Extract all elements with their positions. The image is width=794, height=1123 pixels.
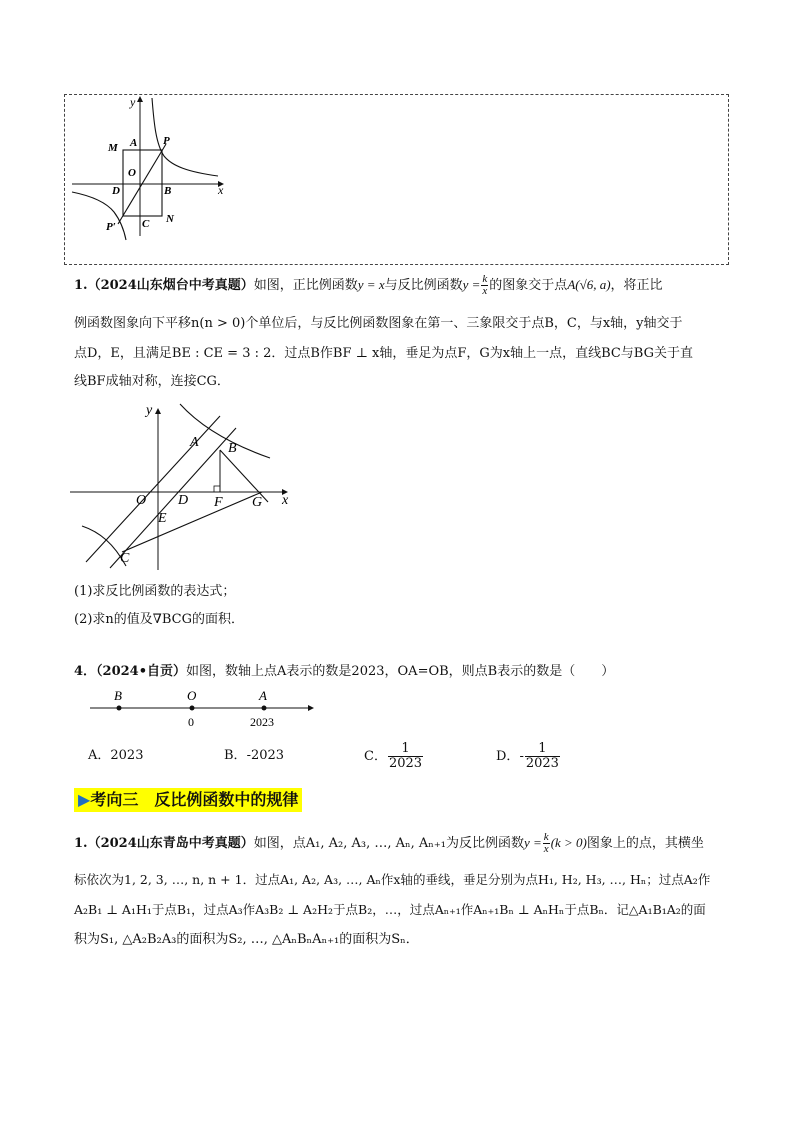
choice-c-label: C． bbox=[364, 749, 387, 764]
label-y: y bbox=[130, 95, 136, 109]
q-last-eq-lhs: y = bbox=[524, 835, 542, 850]
figure-hyperbola-rectangle bbox=[68, 94, 238, 244]
figure-translated-line bbox=[70, 398, 296, 570]
point-O bbox=[190, 706, 195, 711]
q1-eq2-fraction bbox=[481, 274, 488, 297]
q4-stem bbox=[74, 662, 724, 682]
q4-text: 如图，数轴上点A表示的数是2023，OA=OB，则点B表示的数是（ ） bbox=[186, 664, 615, 679]
number-line-arrow bbox=[308, 705, 314, 711]
label-G: G bbox=[252, 495, 263, 510]
q1-line-2: 例函数图象向下平移n(n > 0)个单位后，与反比例函数图象在第一、三象限交于点B，C，与x轴，y轴交于 bbox=[74, 316, 683, 331]
label-M: M bbox=[108, 142, 118, 154]
point-B bbox=[117, 706, 122, 711]
line-y-equals-x bbox=[86, 416, 220, 562]
label-O: O bbox=[136, 493, 147, 508]
q4-source: （2024•自贡） bbox=[96, 664, 187, 679]
q1-text-c: 的图象交于点 bbox=[489, 278, 568, 293]
q-last-eq-fraction bbox=[543, 832, 550, 855]
section-title: 考向三 反比例函数中的规律 bbox=[90, 790, 299, 809]
choice-a-value: 2023 bbox=[110, 748, 144, 763]
y-axis-arrow bbox=[155, 408, 161, 414]
q-last-line-4: 积为S₁, △A₂B₂A₃的面积为S₂, …, △AₙBₙAₙ₊₁的面积为Sₙ． bbox=[74, 932, 419, 947]
choice-b-label: B． bbox=[224, 748, 247, 763]
label-C: C bbox=[142, 218, 150, 230]
choice-a[interactable] bbox=[88, 746, 143, 766]
q1-number: 1. bbox=[74, 278, 88, 293]
q1-text-d: ，将正比 bbox=[610, 278, 663, 293]
q1-text-b: 与反比例函数 bbox=[384, 278, 463, 293]
number-line bbox=[86, 684, 322, 732]
choice-b-value: -2023 bbox=[246, 748, 285, 763]
hyperbola-branch-q3 bbox=[72, 192, 126, 240]
choice-d[interactable] bbox=[496, 742, 561, 771]
section-banner bbox=[74, 788, 302, 812]
q-last-line-1 bbox=[74, 832, 724, 855]
q-last-number: 1. bbox=[74, 836, 88, 851]
choice-a-label: A． bbox=[88, 748, 111, 763]
label-N: N bbox=[166, 213, 174, 225]
q1-eq2-num: k bbox=[482, 273, 488, 285]
right-angle-mark bbox=[214, 486, 220, 492]
label-A: A bbox=[190, 435, 199, 450]
choice-d-sign: - bbox=[519, 749, 524, 764]
q-last-text-b: 图象上的点，其横坐 bbox=[586, 836, 704, 851]
q-last-eq-num: k bbox=[543, 831, 549, 843]
q1-sub-1: (1)求反比例函数的表达式； bbox=[74, 584, 236, 599]
triangle-marker-icon: ▶ bbox=[78, 790, 91, 809]
q1-eq2-den: x bbox=[482, 285, 488, 297]
label-x: x bbox=[282, 493, 289, 508]
label-P-prime: P′ bbox=[106, 221, 116, 233]
label-zero: 0 bbox=[188, 715, 194, 729]
label-A: A bbox=[130, 137, 138, 149]
q1-line-1 bbox=[74, 274, 724, 297]
q1-text-a: 如图，正比例函数 bbox=[253, 278, 358, 293]
label-C: C bbox=[120, 551, 130, 566]
q1-source: （2024山东烟台中考真题） bbox=[87, 278, 254, 293]
label-A: A bbox=[259, 688, 267, 703]
choice-c-den: 2023 bbox=[388, 756, 423, 771]
q-last-eq-den: x bbox=[543, 843, 549, 855]
label-y: y bbox=[146, 403, 153, 418]
label-B: B bbox=[114, 688, 122, 703]
label-x: x bbox=[218, 183, 224, 197]
q1-line-4: 线BF成轴对称，连接CG． bbox=[74, 374, 230, 389]
q1-eq2-lhs: y = bbox=[462, 277, 481, 292]
q1-point-a: A(√6, a) bbox=[567, 277, 611, 292]
y-axis-arrow bbox=[137, 96, 143, 102]
label-F: F bbox=[214, 495, 223, 510]
label-D: D bbox=[112, 185, 120, 197]
q-last-line-3: A₂B₁ ⊥ A₁H₁于点B₁，过点A₃作A₃B₂ ⊥ A₂H₂于点B₂，…，过点Aₙ₊₁作Aₙ₊₁Bₙ ⊥ AₙHₙ于点Bₙ．记△A₁B₁A₂的面 bbox=[74, 902, 706, 917]
q-last-source: （2024山东青岛中考真题） bbox=[87, 836, 254, 851]
choice-d-fraction bbox=[525, 742, 560, 771]
choice-b[interactable] bbox=[224, 746, 284, 766]
q-last-line-2: 标依次为1, 2, 3, …, n, n + 1．过点A₁, A₂, A₃, …, Aₙ作x轴的垂线，垂足分别为点H₁, H₂, H₃, …, Hₙ；过点A₂作 bbox=[74, 872, 711, 887]
q1-sub-2: (2)求n的值及∇BCG的面积． bbox=[74, 612, 244, 627]
q-last-eq-cond: (k > 0) bbox=[550, 835, 587, 850]
choice-d-den: 2023 bbox=[525, 756, 559, 771]
label-B: B bbox=[164, 185, 172, 197]
label-2023: 2023 bbox=[250, 715, 274, 729]
label-O: O bbox=[187, 688, 197, 703]
label-B: B bbox=[228, 441, 237, 456]
point-A bbox=[262, 706, 267, 711]
q1-eq1: y = x bbox=[357, 277, 385, 292]
label-P: P bbox=[163, 135, 170, 147]
q-last-text-a: 如图，点A₁, A₂, A₃, …, Aₙ, Aₙ₊₁为反比例函数 bbox=[253, 836, 524, 851]
choice-c-num: 1 bbox=[388, 742, 423, 757]
label-D: D bbox=[178, 493, 189, 508]
choice-d-label: D． bbox=[496, 749, 520, 764]
q4-number: 4． bbox=[74, 664, 97, 679]
label-O: O bbox=[128, 167, 136, 179]
q1-line-3: 点D，E，且满足BE : CE = 3 : 2．过点B作BF ⊥ x轴，垂足为点F，G为x轴上一点，直线BC与BG关于直 bbox=[74, 346, 693, 361]
choice-c[interactable] bbox=[364, 742, 424, 771]
label-E: E bbox=[158, 511, 167, 526]
choice-d-num: 1 bbox=[525, 742, 560, 757]
choice-c-fraction bbox=[388, 742, 423, 771]
